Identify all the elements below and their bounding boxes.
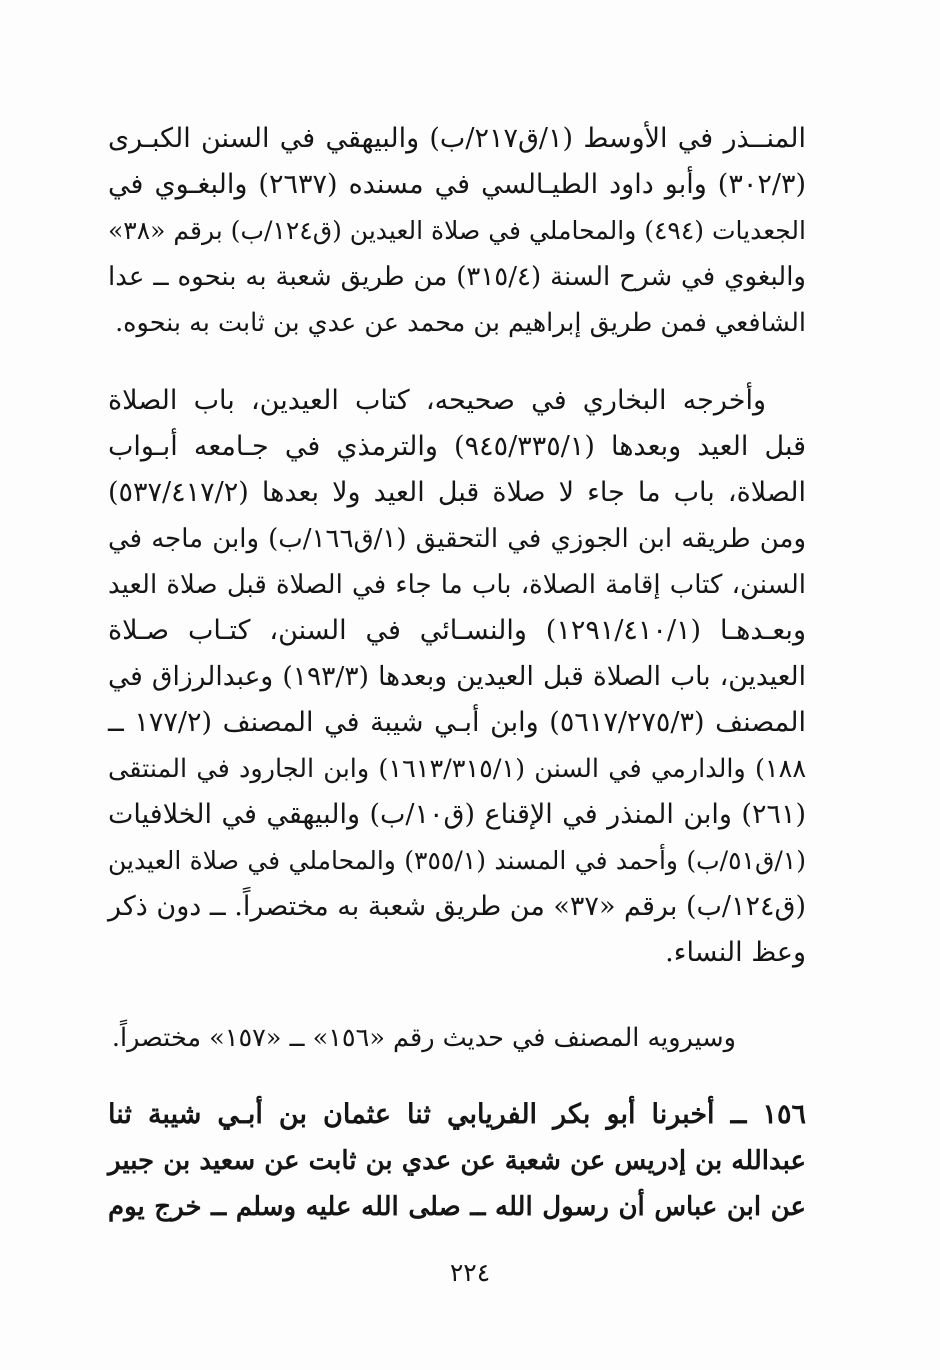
text-line: وسيرويه المصنف في حديث رقم «١٥٦» ــ «١٥٧» مختصراً. <box>111 1023 736 1053</box>
text-line: الصلاة، باب ما جاء لا صلاة قبل العيد ولا بعدها (٥٣٧/٤١٧/٢) <box>108 477 806 508</box>
text-line: الشافعي فمن طريق إبراهيم بن محمد عن عدي بن ثابت به بنحوه. <box>115 308 806 338</box>
page-number: ٢٢٤ <box>449 1258 491 1287</box>
text-line: (٢٦١) وابن المنذر في الإقناع (ق١٠/ب) والبيهقي في الخلافيات <box>108 799 807 830</box>
text-line: (ق١٢٤/ب) برقم «٣٧» من طريق شعبة به مختصراً. ــ دون ذكر <box>108 891 806 922</box>
text-line: ١٨٨) والدارمي في السنن (١٦١٣/٣١٥/١) وابن الجارود في المنتقى <box>108 754 807 784</box>
text-line: المنــذر في الأوسط (١/ق٢١٧/ب) والبيهقي في السنن الكبـرى <box>108 123 806 154</box>
text-line: (٣٠٢/٣) وأبو داود الطيـالسي في مسنده (٢٦٣٧) والبغـوي في <box>108 169 807 200</box>
text-line: ومن طريقه ابن الجوزي في التحقيق (١/ق١٦٦/ب) وابن ماجه في <box>108 524 806 554</box>
footnote-paragraph-3 <box>108 1015 806 1061</box>
text-line: (١/ق٥١/ب) وأحمد في المسند (٣٥٥/١) والمحاملي في صلاة العيدين <box>108 846 806 875</box>
text-line: ١٥٦ ــ أخبرنا أبو بكر الفريابي ثنا عثمان بن أبـي شيبة ثنا <box>108 1099 806 1130</box>
text-line: وعظ النساء. <box>665 937 806 968</box>
footnote-paragraph-2 <box>108 378 806 976</box>
text-line: والبغوي في شرح السنة (٣١٥/٤) من طريق شعبة به بنحوه ــ عدا <box>108 262 806 292</box>
text-line: المصنف (٥٦١٧/٢٧٥/٣) وابن أبـي شيبة في المصنف (١٧٧/٢ ــ <box>108 707 806 738</box>
text-line: وبعـدهـا (١٢٩١/٤١٠/١) والنسـائي في السنن، كتـاب صـلاة <box>108 615 806 646</box>
text-line: عبدالله بن إدريس عن شعبة عن عدي بن ثابت عن سعيد بن جبير <box>108 1146 806 1176</box>
text-line: العيدين، باب الصلاة قبل العيدين وبعدها (١٩٣/٣) وعبدالرزاق في <box>108 661 806 692</box>
text-line: قبل العيد وبعدها (٩٤٥/٣٣٥/١) والترمذي في جـامعه أبـواب <box>108 431 806 462</box>
text-line: الجعديات (٤٩٤) والمحاملي في صلاة العيدين (ق١٢٤/ب) برقم «٣٨» <box>108 216 806 245</box>
footnote-paragraph-1 <box>108 116 806 346</box>
text-line: السنن، كتاب إقامة الصلاة، باب ما جاء في الصلاة قبل صلاة العيد <box>108 570 806 600</box>
text-line: عن ابن عباس أن رسول الله ــ صلى الله عليه وسلم ــ خرج يوم <box>108 1192 806 1222</box>
text-line: وأخرجه البخاري في صحيحه، كتاب العيدين، باب الصلاة <box>108 385 766 416</box>
hadith-text <box>108 1092 806 1230</box>
